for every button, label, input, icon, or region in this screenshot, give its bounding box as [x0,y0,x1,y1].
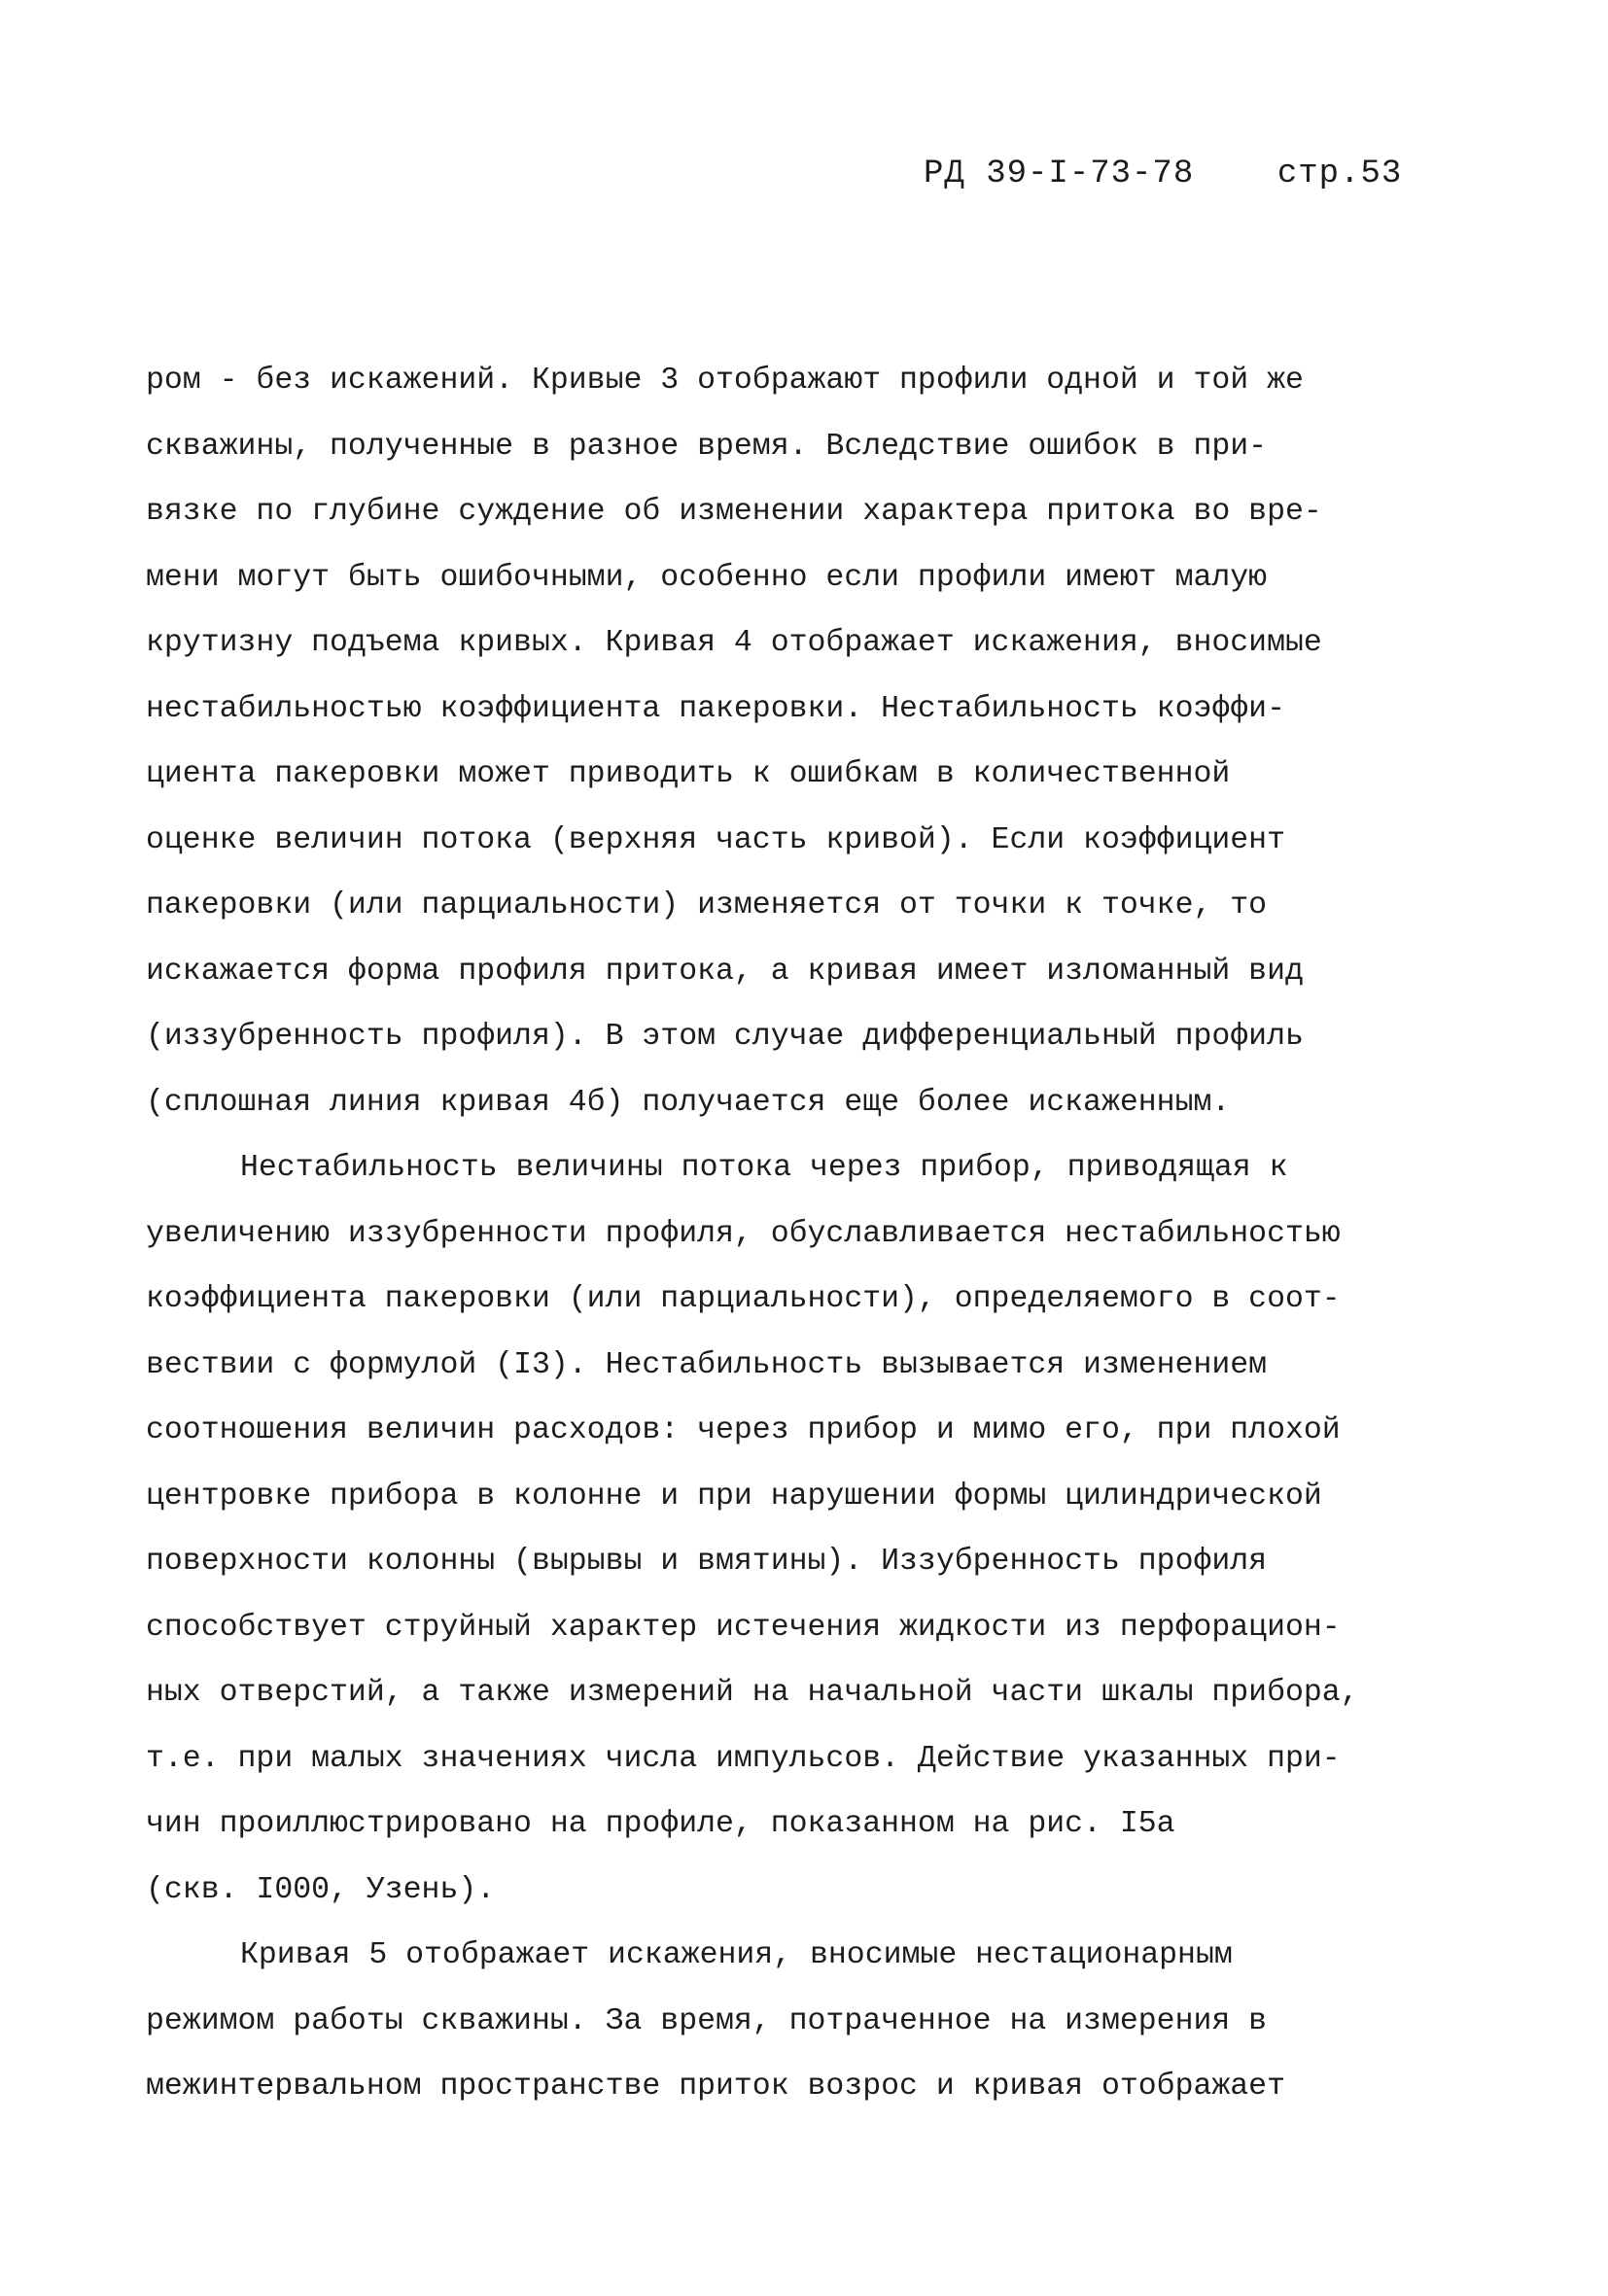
text-line: поверхности колонны (вырывы и вмятины). Иззубренность профиля [146,1545,1268,1579]
text-line: способствует струйный характер истечения жидкости из перфорацион- [146,1610,1341,1645]
text-line: пакеровки (или парциальности) изменяется от точки к точке, то [146,888,1268,922]
text-line: нестабильностью коэффициента пакеровки. Нестабильность коэффи- [146,691,1285,726]
text-line: искажается форма профиля притока, а кривая имеет изломанный вид [146,954,1304,989]
body-text [146,348,1487,2120]
text-line: (скв. I000, Узень). [146,1872,496,1907]
text-line: т.е. при малых значениях числа импульсов. Действие указанных при- [146,1741,1341,1776]
text-line: крутизну подъема кривых. Кривая 4 отображает искажения, вносимые [146,626,1322,660]
text-line: циента пакеровки может приводить к ошибкам в количественной [146,757,1231,791]
text-line: мени могут быть ошибочными, особенно если профили имеют малую [146,560,1268,595]
text-line: соотношения величин расходов: через прибор и мимо его, при плохой [146,1413,1341,1447]
text-line: ных отверстий, а также измерений на начальной части шкалы прибора, [146,1676,1359,1710]
text-line: межинтервальном пространстве приток возрос и кривая отображает [146,2070,1285,2104]
page-header [924,156,1402,192]
text-line: (сплошная линия кривая 4б) получается еще более искаженным. [146,1085,1231,1120]
text-line: коэффициента пакеровки (или парциальности), определяемого в соот- [146,1282,1341,1316]
text-line: скважины, полученные в разное время. Вследствие ошибок в при- [146,429,1268,464]
text-line: вествии с формулой (I3). Нестабильность вызывается изменением [146,1347,1268,1382]
paragraph-start-line: Кривая 5 отображает искажения, вносимые нестационарным [240,1938,1233,1972]
text-line: вязке по глубине суждение об изменении характера притока во вре- [146,495,1322,529]
document-code: РД 39-I-73-78 [924,156,1195,192]
text-line: режимом работы скважины. За время, потраченное на измерения в [146,2003,1268,2038]
text-line: (иззубренность профиля). В этом случае дифференциальный профиль [146,1020,1304,1054]
text-line: ром - без искажений. Кривые 3 отображают профили одной и той же [146,364,1304,398]
text-line: оценке величин потока (верхняя часть кривой). Если коэффициент [146,822,1285,857]
paragraph-start-line: Нестабильность величины потока через прибор, приводящая к [240,1151,1288,1185]
text-line: центровке прибора в колонне и при нарушении формы цилиндрической [146,1478,1322,1513]
text-line: увеличению иззубренности профиля, обуславливается нестабильностью [146,1216,1341,1251]
page-number: стр.53 [1276,156,1403,192]
text-line: чин проиллюстрировано на профиле, показанном на рис. I5а [146,1807,1175,1841]
